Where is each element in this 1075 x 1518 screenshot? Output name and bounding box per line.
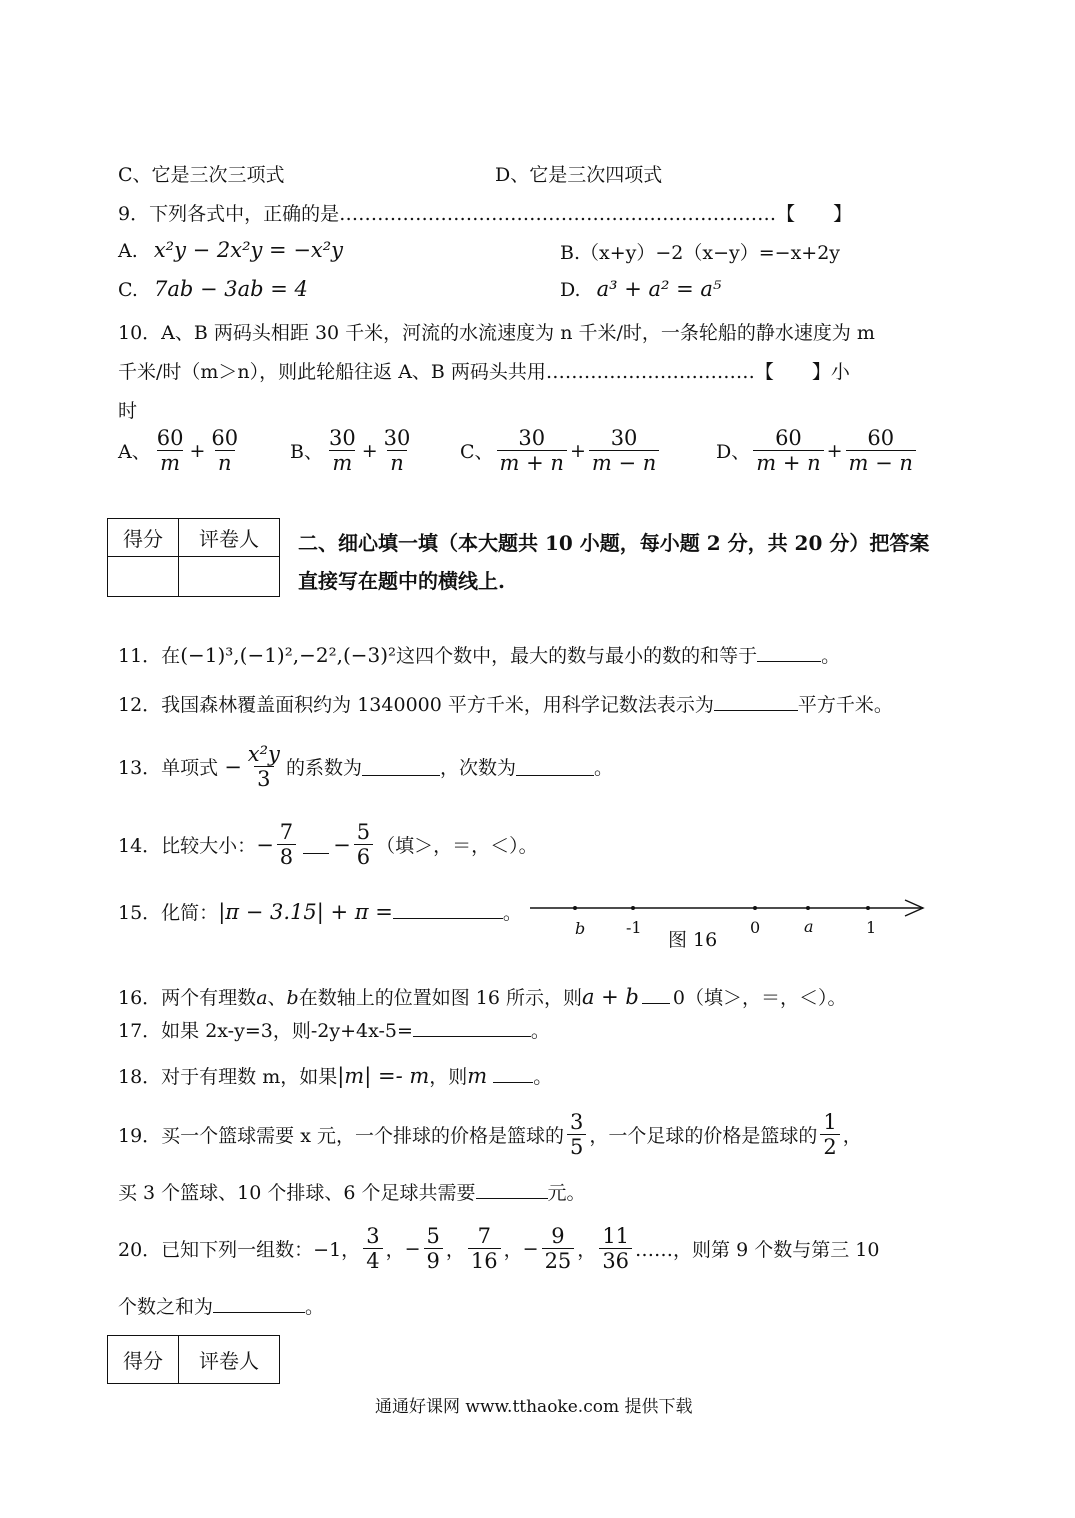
q8-option-c: C、它是三次三项式 bbox=[118, 164, 285, 186]
fraction: $\frac{30}{m}$ bbox=[328, 426, 356, 476]
q14: 14．比较大小： − $\frac{7}{8}$ − $\frac{5}{6}$ （填＞，＝，＜）。 bbox=[118, 820, 538, 870]
label-zero: 0 bbox=[750, 918, 761, 937]
label-a: a bbox=[804, 917, 814, 936]
footer: 通通好课网 www.tthaoke.com 提供下载 bbox=[375, 1397, 693, 1417]
q12: 12．我国森林覆盖面积约为 1340000 平方千米，用科学记数法表示为 平方千米。 bbox=[118, 694, 893, 716]
label-one: 1 bbox=[866, 918, 877, 937]
point-b bbox=[573, 906, 577, 910]
grader-cell bbox=[179, 557, 280, 597]
grader-header: 评卷人 bbox=[179, 519, 280, 557]
answer-blank bbox=[757, 643, 821, 662]
q13: 13．单项式 − $\frac{\text{x²y}}{3}$ 的系数为 ，次数为 。 bbox=[118, 742, 613, 792]
score-table-2 bbox=[107, 1335, 280, 1384]
q9-option-a: A. x²y − 2x²y = −x²y bbox=[118, 238, 344, 262]
q10-option-d: D、 $\frac{60}{m + n}$ + $\frac{60}{m - n}$ bbox=[716, 426, 919, 475]
point-a bbox=[806, 906, 810, 910]
answer-blank bbox=[413, 1018, 531, 1037]
figure-caption: 图 16 bbox=[668, 929, 718, 951]
answer-blank bbox=[516, 757, 594, 776]
q10-line1: 10．A、B 两码头相距 30 千米，河流的水流速度为 n 千米/时，一条轮船的静水速度为 m bbox=[118, 322, 875, 344]
q11: 11．在(−1)³,(−1)²,−2²,(−3)²这四个数中，最大的数与最小的数的和等于 。 bbox=[118, 643, 841, 667]
q9-option-b: B.（x+y）−2（x−y）=−x+2y bbox=[560, 242, 841, 264]
q10-line3: 时 bbox=[118, 400, 138, 422]
fraction: $\frac{11}{36}$ bbox=[599, 1224, 632, 1273]
fraction: $\frac{3}{5}$ bbox=[567, 1110, 586, 1159]
section-2-title-line1: 二、细心填一填（本大题共 10 小题，每小题 2 分，共 20 分）把答案 bbox=[298, 531, 930, 555]
score-header: 得分 bbox=[108, 1336, 179, 1384]
score-header: 得分 bbox=[108, 519, 179, 557]
grader-header: 评卷人 bbox=[179, 1336, 280, 1384]
fraction: $\frac{\text{x²y}}{3}$ bbox=[247, 742, 280, 792]
q20-line1: 20．已知下列一组数：−1， $\frac{3}{4}$ ， − $\frac{5}{9}$ ， $\frac{7}{16}$ ， − $\frac{9}{25}$ ， $\frac{11}{36}$ ……，则第 9 个数与第三 10 bbox=[118, 1224, 880, 1274]
answer-blank bbox=[476, 1180, 548, 1199]
fraction: $\frac{60}{m - n}$ bbox=[846, 426, 916, 475]
fraction: $\frac{5}{9}$ bbox=[424, 1224, 443, 1273]
q10-line2: 千米/时（m＞n），则此轮船往返 A、B 两码头共用……………………………【 】小 bbox=[118, 361, 850, 383]
answer-blank bbox=[213, 1294, 305, 1313]
fraction: $\frac{60}{n}$ bbox=[211, 426, 239, 476]
q20-line2: 个数之和为 。 bbox=[118, 1296, 325, 1318]
answer-blank bbox=[393, 900, 503, 919]
point-zero bbox=[753, 906, 757, 910]
q19-line1: 19．买一个篮球需要 x 元，一个排球的价格是篮球的 $\frac{3}{5}$ ，一个足球的价格是篮球的 $\frac{1}{2}$ ， bbox=[118, 1110, 862, 1160]
answer-blank bbox=[303, 835, 329, 854]
q10-option-b: B、 $\frac{30}{m}$ + $\frac{30}{n}$ bbox=[290, 426, 416, 475]
score-cell bbox=[108, 557, 179, 597]
score-table bbox=[107, 518, 280, 597]
answer-blank bbox=[714, 692, 798, 711]
fraction: $\frac{30}{n}$ bbox=[383, 426, 411, 476]
q9-option-c: C. 7ab − 3ab = 4 bbox=[118, 277, 308, 301]
q16: 16．两个有理数a、b在数轴上的位置如图 16 所示，则a + b 0（填＞，＝，＜）。 bbox=[118, 985, 847, 1009]
q19-line2: 买 3 个篮球、10 个排球、6 个足球共需要 元。 bbox=[118, 1182, 586, 1204]
fraction: $\frac{30}{m + n}$ bbox=[497, 426, 567, 475]
label-b: b bbox=[575, 919, 586, 938]
fraction: $\frac{5}{6}$ bbox=[354, 820, 373, 869]
fraction: $\frac{60}{m}$ bbox=[156, 426, 184, 476]
answer-blank bbox=[362, 757, 440, 776]
q10-option-a: A、 $\frac{60}{m}$ + $\frac{60}{n}$ bbox=[118, 426, 244, 475]
q18: 18．对于有理数 m，如果|m| =- m，则m 。 bbox=[118, 1064, 553, 1088]
point-neg1 bbox=[631, 906, 635, 910]
point-one bbox=[866, 906, 870, 910]
fraction: $\frac{30}{m - n}$ bbox=[589, 426, 659, 475]
q9-option-d: D. a³ + a² = a⁵ bbox=[560, 277, 722, 301]
fraction: $\frac{7}{16}$ bbox=[468, 1224, 501, 1273]
fraction: $\frac{60}{m + n}$ bbox=[753, 426, 823, 475]
fraction: $\frac{3}{4}$ bbox=[363, 1224, 382, 1273]
label-neg1: -1 bbox=[626, 918, 642, 937]
q17: 17．如果 2x-y=3，则-2y+4x-5= 。 bbox=[118, 1020, 550, 1042]
q15: 15．化简：|π − 3.15| + π = 。 bbox=[118, 900, 522, 924]
section-2-title-line2: 直接写在题中的横线上. bbox=[298, 569, 505, 593]
q10-option-c: C、 $\frac{30}{m + n}$ + $\frac{30}{m - n}$ bbox=[460, 426, 662, 475]
fraction: $\frac{1}{2}$ bbox=[820, 1110, 839, 1159]
fraction: $\frac{9}{25}$ bbox=[542, 1224, 575, 1273]
q8-option-d: D、它是三次四项式 bbox=[495, 164, 663, 186]
answer-blank bbox=[642, 985, 670, 1004]
q9-stem: 9．下列各式中，正确的是……………………………………………………………【 】 bbox=[118, 203, 853, 225]
answer-blank bbox=[493, 1064, 533, 1083]
fraction: $\frac{7}{8}$ bbox=[277, 820, 296, 869]
